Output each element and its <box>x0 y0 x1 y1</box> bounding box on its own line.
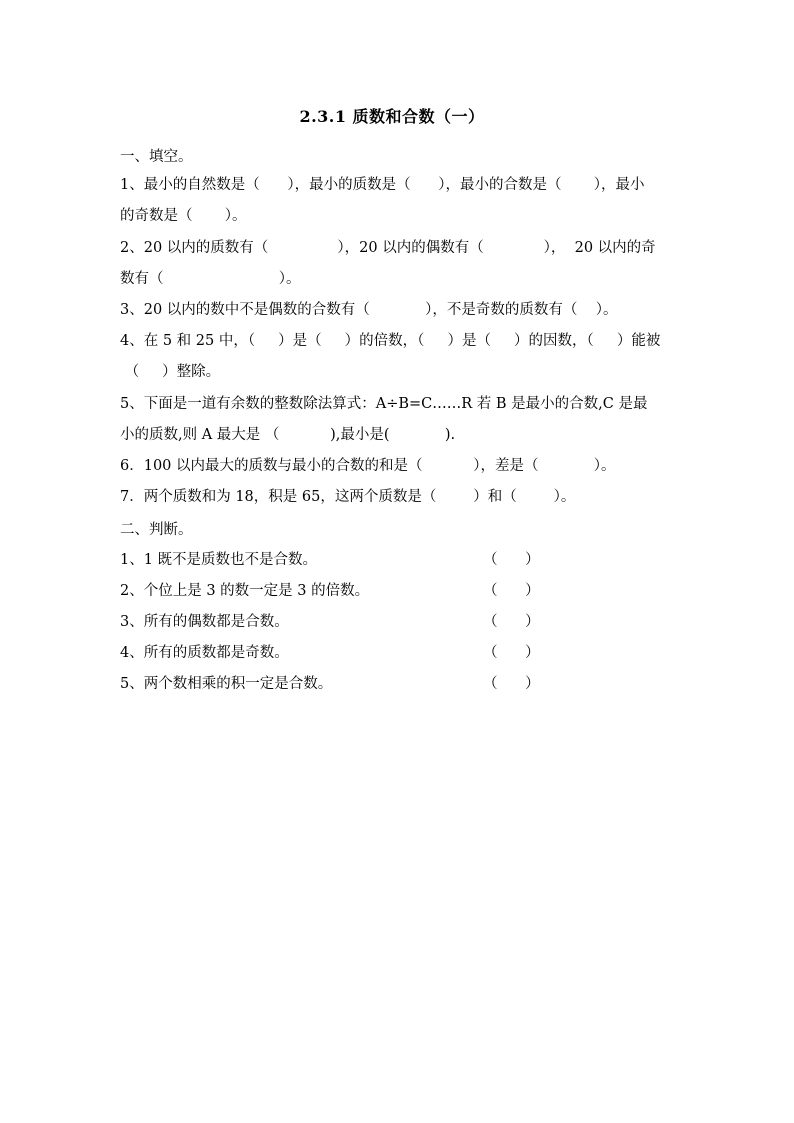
judge-item-text: 4、所有的质数都是奇数。 <box>120 645 289 661</box>
fill-question-4-line-2: （ ）整除。 <box>120 364 221 380</box>
judge-item-text: 1、1 既不是质数也不是合数。 <box>120 552 318 568</box>
judge-answer-blank[interactable]: （ ） <box>483 614 540 630</box>
fill-question-4-line-1: 4、在 5 和 25 中，（ ）是（ ）的倍数，（ ）是（ ）的因数，（ ）能被 <box>120 333 661 349</box>
page-title: 2.3.1 质数和合数（一） <box>299 107 485 126</box>
section-heading-fill-in: 一、填空。 <box>120 149 193 165</box>
judge-item-1 <box>120 550 540 570</box>
fill-question-1-line-1: 1、最小的自然数是（ ），最小的质数是（ ），最小的合数是（ ），最小 <box>120 177 645 193</box>
fill-question-2-line-2: 数有（ ）。 <box>120 271 301 287</box>
judge-item-5 <box>120 674 540 694</box>
judge-answer-blank[interactable]: （ ） <box>483 645 540 661</box>
section-heading-judgement: 二、判断。 <box>120 522 193 538</box>
fill-question-5-line-2: 小的质数,则 A 最大是 （ ),最小是( ). <box>120 427 456 443</box>
fill-question-3: 3、20 以内的数中不是偶数的合数有（ ），不是奇数的质数有（ ）。 <box>120 302 618 318</box>
judge-item-text: 5、两个数相乘的积一定是合数。 <box>120 676 333 692</box>
fill-question-2-line-1: 2、20 以内的质数有（ ），20 以内的偶数有（ ）， 20 以内的奇 <box>120 240 656 256</box>
judge-answer-blank[interactable]: （ ） <box>483 676 540 692</box>
judge-item-4 <box>120 643 540 663</box>
judge-answer-blank[interactable]: （ ） <box>483 552 540 568</box>
judge-item-3 <box>120 612 540 632</box>
judge-item-text: 2、个位上是 3 的数一定是 3 的倍数。 <box>120 583 370 599</box>
judge-item-text: 3、所有的偶数都是合数。 <box>120 614 289 630</box>
fill-question-5-line-1: 5、下面是一道有余数的整数除法算式：A÷B=C……R 若 B 是最小的合数,C 是最 <box>120 396 648 412</box>
fill-question-6: 6．100 以内最大的质数与最小的合数的和是（ ），差是（ ）。 <box>120 458 616 474</box>
judge-item-2 <box>120 581 540 601</box>
fill-question-7: 7．两个质数和为 18，积是 65，这两个质数是（ ）和（ ）。 <box>120 489 576 505</box>
fill-question-1-line-2: 的奇数是（ ）。 <box>120 208 247 224</box>
judge-answer-blank[interactable]: （ ） <box>483 583 540 599</box>
